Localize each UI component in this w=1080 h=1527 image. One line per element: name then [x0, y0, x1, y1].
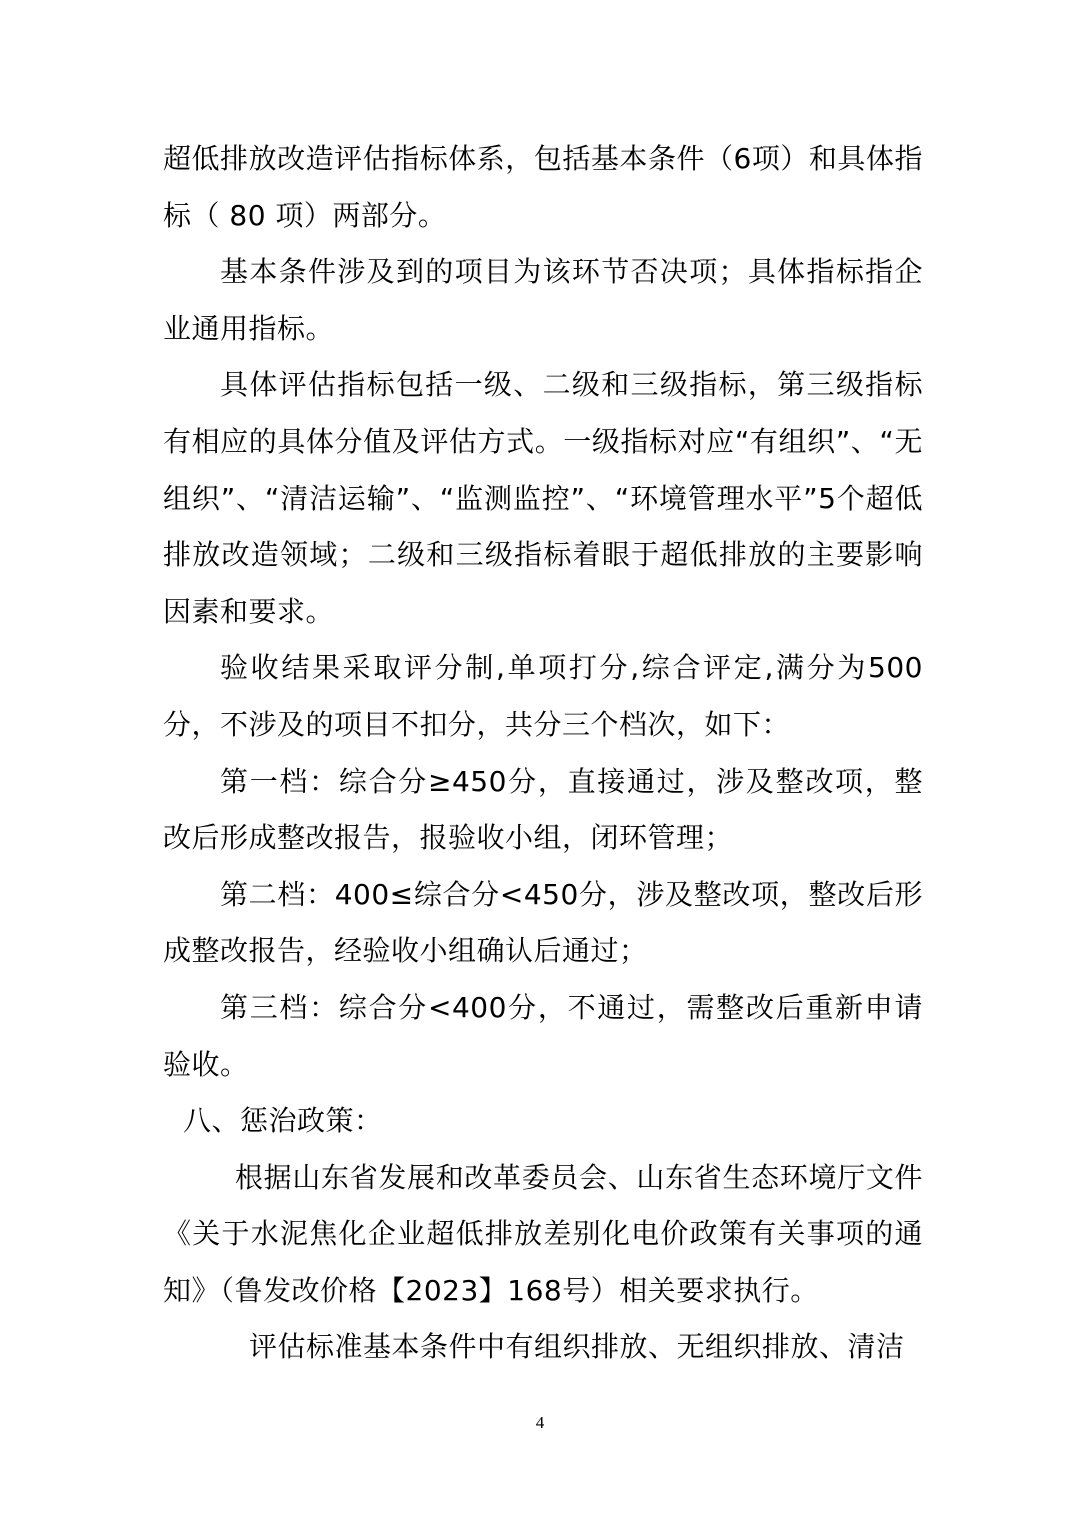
paragraph-specific-indicators: 具体评估指标包括一级、二级和三级指标，第三级指标有相应的具体分值及评估方式。一级指标对应“有组织”、“无组织”、“清洁运输”、“监测监控”、“环境管理水平”5个超低排放改造领域；二级和三级指标着眼于超低排放的主要影响因素和要求。 — [163, 368, 923, 628]
paragraph-assessment-system: 超低排放改造评估指标体系，包括基本条件（6项）和具体指标（ 80 项）两部分。 — [163, 142, 923, 232]
paragraph-policy-basis: 根据山东省发展和改革委员会、山东省生态环境厅文件《关于水泥焦化企业超低排放差别化电价政策有关事项的通知》（鲁发改价格【2023】168号）相关要求执行。 — [163, 1160, 923, 1307]
paragraph-evaluation-standard: 评估标准基本条件中有组织排放、无组织排放、清洁 — [249, 1330, 905, 1364]
document-body — [163, 131, 923, 1376]
paragraph-tier-one: 第一档：综合分≥450分，直接通过，涉及整改项，整改后形成整改报告，报验收小组，闭环管理； — [163, 764, 923, 855]
paragraph-basic-conditions: 基本条件涉及到的项目为该环节否决项；具体指标指企业通用指标。 — [163, 255, 923, 345]
section-heading-penalty-policy: 八、惩治政策： — [183, 1104, 383, 1138]
paragraph-tier-two: 第二档：400≤综合分<450分，涉及整改项，整改后形成整改报告，经验收小组确认后通过； — [163, 877, 923, 968]
page-number: 4 — [535, 1413, 545, 1432]
paragraph-tier-three: 第三档：综合分<400分，不通过，需整改后重新申请验收。 — [163, 990, 923, 1081]
paragraph-scoring-system: 验收结果采取评分制,单项打分,综合评定,满分为500分，不涉及的项目不扣分，共分三个档次，如下： — [163, 651, 923, 741]
